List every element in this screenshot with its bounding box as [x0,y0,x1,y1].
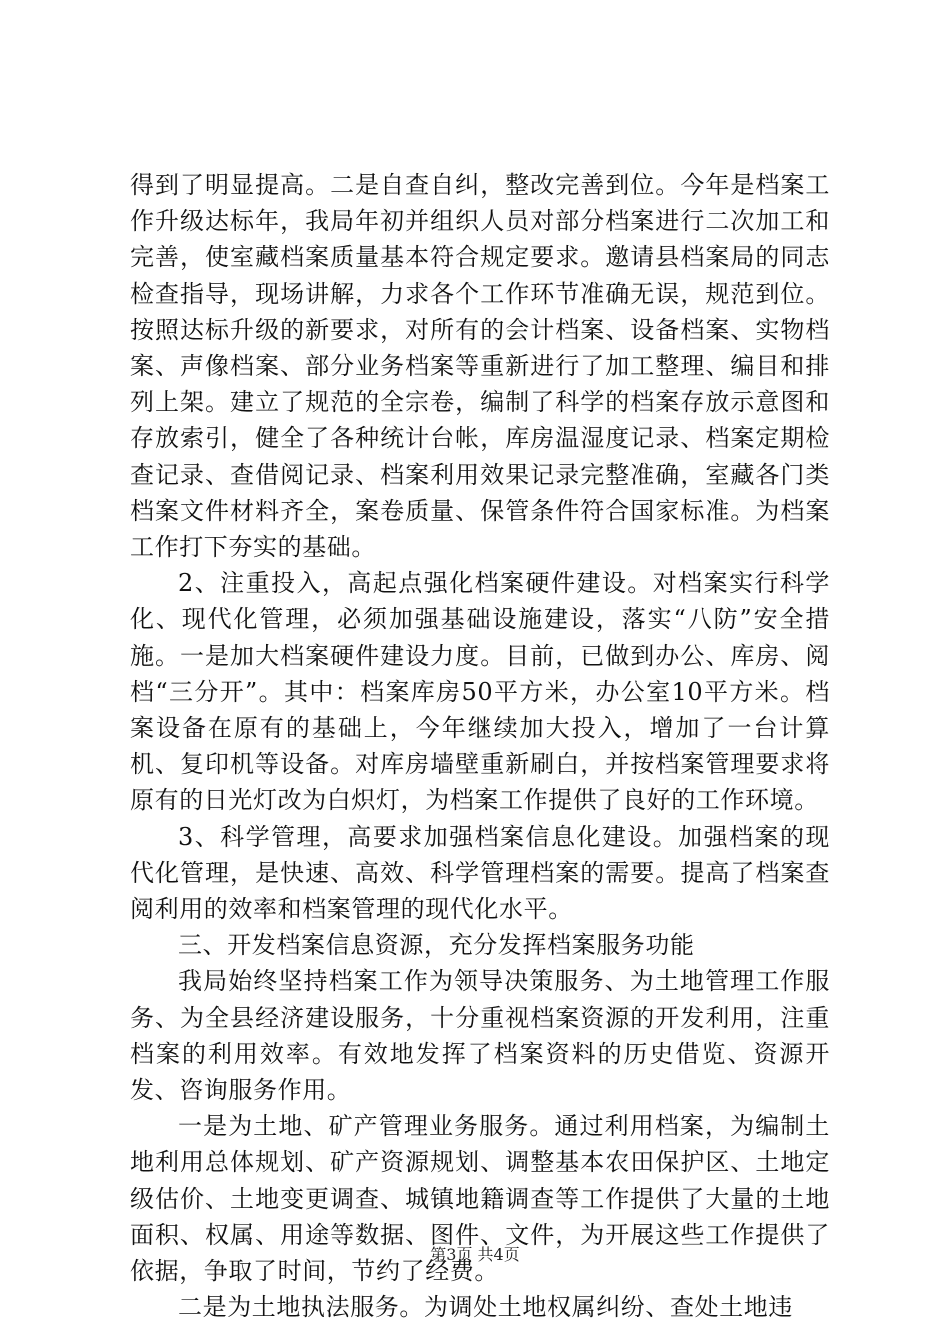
paragraph-continuation: 得到了明显提高。二是自查自纠，整改完善到位。今年是档案工作升级达标年，我局年初并组织人员对部分档案进行二次加工和完善，使室藏档案质量基本符合规定要求。邀请县档案局的同志检查指导，现场讲解，力求各个工作环节准确无误，规范到位。按照达标升级的新要求，对所有的会计档案、设备档案、实物档案、声像档案、部分业务档案等重新进行了加工整理、编目和排列上架。建立了规范的全宗卷，编制了科学的档案存放示意图和存放索引，健全了各种统计台帐，库房温湿度记录、档案定期检查记录、查借阅记录、档案利用效果记录完整准确，室藏各门类档案文件材料齐全，案卷质量、保管条件符合国家标准。为档案工作打下夯实的基础。 [130,171,830,562]
paragraph-scientific-management: 3、科学管理，高要求加强档案信息化建设。加强档案的现代化管理，是快速、高效、科学管理档案的需要。提高了档案查阅利用的效率和档案管理的现代化水平。 [130,822,830,924]
paragraph-hardware-investment: 2、注重投入，高起点强化档案硬件建设。对档案实行科学化、现代化管理，必须加强基础设施建设，落实“八防”安全措施。一是加大档案硬件建设力度。目前，已做到办公、库房、阅档“三分开”。其中：档案库房50平方米，办公室10平方米。档案设备在原有的基础上，今年继续加大投入，增加了一台计算机、复印机等设备。对库房墙壁重新刷白，并按档案管理要求将原有的日光灯改为白炽灯，为档案工作提供了良好的工作环境。 [130,569,830,815]
paragraph-service-overview: 我局始终坚持档案工作为领导决策服务、为土地管理工作服务、为全县经济建设服务，十分重视档案资源的开发利用，注重档案的利用效率。有效地发挥了档案资料的历史借览、资源开发、咨询服务作用。 [130,967,830,1105]
page-number-footer: 第3页 共4页 [430,1245,520,1264]
paragraph-law-enforcement-service: 二是为土地执法服务。为调处土地权属纠纷、查处土地违 [178,1293,793,1322]
section-heading-three: 三、开发档案信息资源，充分发挥档案服务功能 [178,931,695,960]
document-body [130,167,830,1326]
paragraph-land-mineral-service: 一是为土地、矿产管理业务服务。通过利用档案，为编制土地利用总体规划、矿产资源规划、调整基本农田保护区、土地定级估价、土地变更调查、城镇地籍调查等工作提供了大量的土地面积、权属、用途等数据、图件、文件，为开展这些工作提供了依据，争取了时间，节约了经费。 [130,1112,830,1286]
